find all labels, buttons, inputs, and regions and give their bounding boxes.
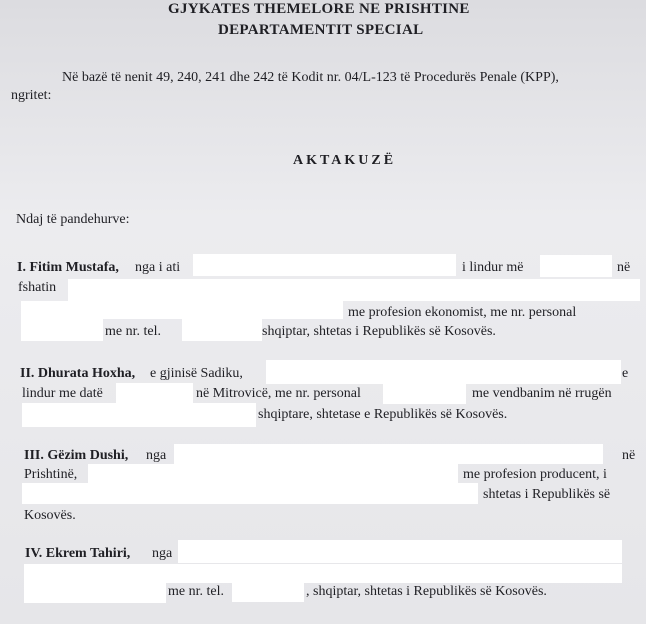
defendant-2-text: e gjinisë Sadiku, [150,366,243,381]
intro-line-2: ngritet: [11,88,52,103]
redaction [540,255,612,277]
court-name: GJYKATES THEMELORE NE PRISHTINE [168,1,470,17]
defendants-heading: Ndaj të pandehurve: [16,212,130,227]
defendant-2-text: e [622,366,629,381]
defendant-3-text: në [622,448,636,463]
redaction [116,383,193,404]
defendant-2-name: II. Dhurata Hoxha, [20,366,136,381]
defendant-4-text: , shqiptar, shtetas i Republikës së Kosovës. [306,584,547,599]
redaction [21,301,343,319]
defendant-1-text: me nr. tel. [105,324,161,339]
redaction [178,540,622,563]
defendant-3-text: me profesion producent, i [463,467,607,482]
redaction [24,583,166,603]
defendant-2-text: me vendbanim në rrugën [472,386,612,401]
redaction [174,444,603,464]
defendant-2-text: në Mitrovicë, me nr. personal [196,386,361,401]
defendant-1-text: në [617,260,631,275]
defendant-1-text: nga i ati [135,260,181,275]
department-name: DEPARTAMENTIT SPECIAL [218,22,424,38]
redaction [383,383,466,404]
redaction [182,319,262,341]
document-title: AKTAKUZË [293,153,397,168]
defendant-1-text: me profesion ekonomist, me nr. personal [348,305,577,320]
defendant-4-text: me nr. tel. [168,584,224,599]
defendant-3-name: III. Gëzim Dushi, [24,448,129,463]
redaction [22,403,256,427]
redaction [193,254,456,276]
defendant-2-text: lindur me datë [22,386,103,401]
defendant-1-text: i lindur më [462,260,524,275]
redaction [266,360,621,384]
defendant-3-text: Kosovës. [24,508,76,523]
defendant-3-text: shtetas i Republikës së [483,487,611,502]
redaction [68,279,640,301]
redaction [24,564,622,583]
redaction [232,580,304,602]
defendant-1-text: shqiptar, shtetas i Republikës së Kosovës. [262,324,496,339]
defendant-3-text: nga [146,448,167,463]
defendant-2-text: shqiptare, shtetase e Republikës së Kosovës. [258,407,508,422]
redaction [21,319,103,341]
defendant-4-name: IV. Ekrem Tahiri, [25,546,131,561]
defendant-1-text: fshatin [18,280,57,295]
defendant-1-name: I. Fitim Mustafa, [17,260,119,275]
defendant-3-text: Prishtinë, [24,467,78,482]
defendant-4-text: nga [152,546,173,561]
intro-line-1: Në bazë të nenit 49, 240, 241 dhe 242 të Kodit nr. 04/L-123 të Procedurës Penale (KPP), [62,70,559,85]
redaction [22,483,478,504]
